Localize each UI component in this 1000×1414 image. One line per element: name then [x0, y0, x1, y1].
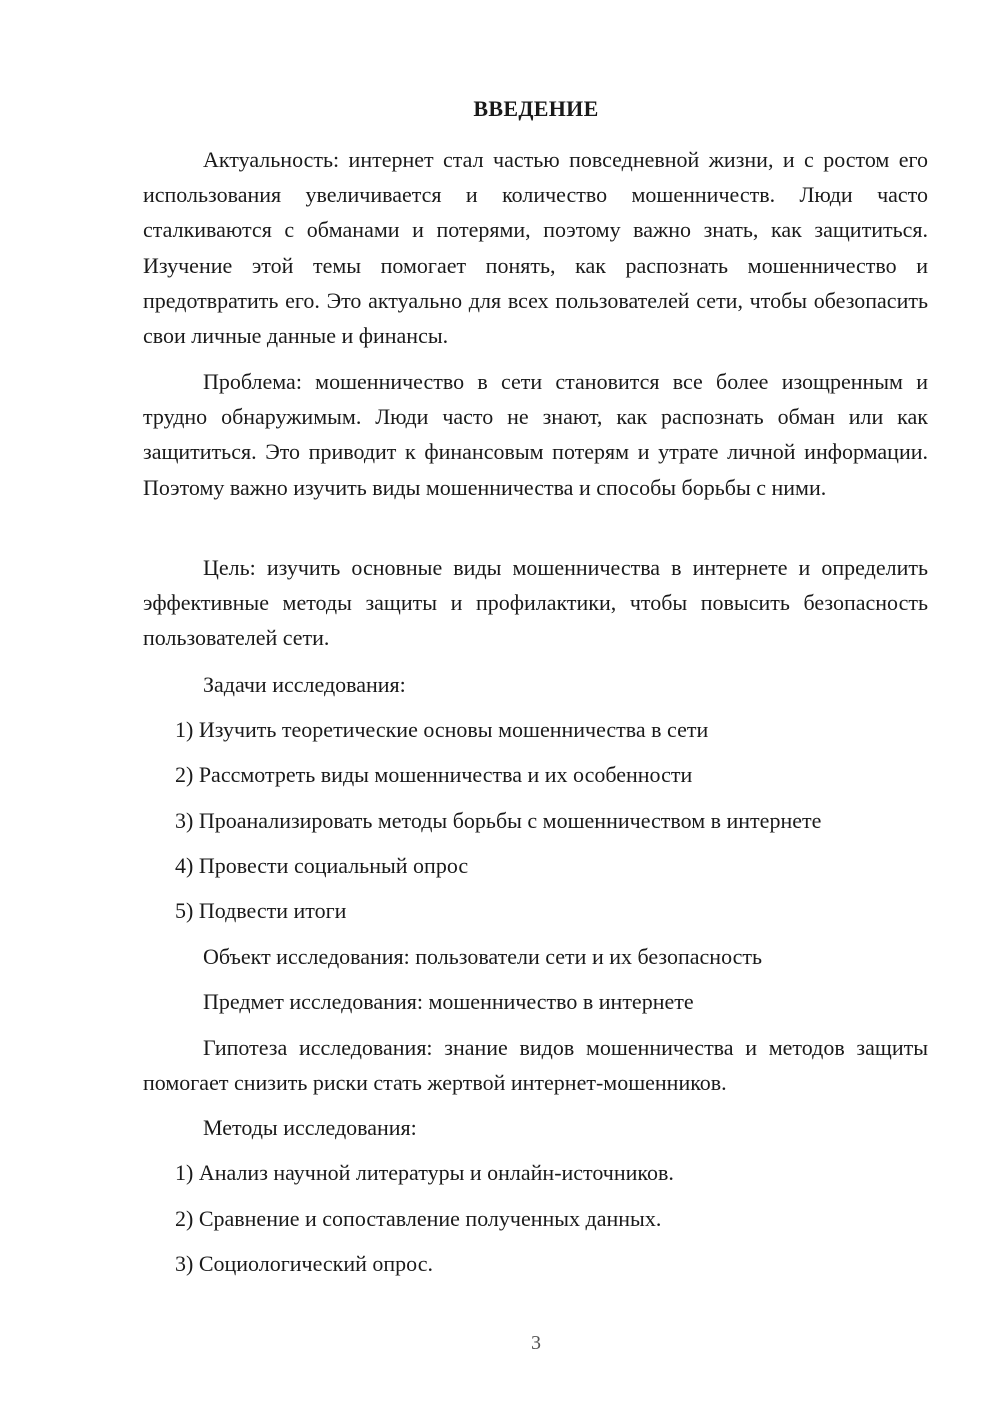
page-number: 3 [531, 1332, 541, 1354]
paragraph-object: Объект исследования: пользователи сети и их безопасность [203, 944, 763, 969]
task-item-4: 4) Провести социальный опрос [175, 853, 469, 878]
paragraph-problem: Проблема: мошенничество в сети становится все более изощренным и трудно обнаружимым. Люди часто не знают, как распознать обман или как защититься. Это приводит к финансовым потерям и утрате личной информации. Поэтому важно изучить виды мошенничества и способы борьбы с ними. [143, 369, 928, 500]
method-item-3: 3) Социологический опрос. [175, 1251, 433, 1276]
task-item-1: 1) Изучить теоретические основы мошенничества в сети [175, 717, 709, 742]
task-item-2: 2) Рассмотреть виды мошенничества и их особенности [175, 762, 693, 787]
paragraph-subject: Предмет исследования: мошенничество в интернете [203, 989, 694, 1014]
methods-heading: Методы исследования: [203, 1115, 417, 1140]
tasks-heading: Задачи исследования: [203, 672, 406, 697]
page-title: ВВЕДЕНИЕ [473, 96, 599, 121]
paragraph-relevance: Актуальность: интернет стал частью повседневной жизни, и с ростом его использования увеличивается и количество мошенничеств. Люди часто сталкиваются с обманами и потерями, поэтому важно знать, как защититься. Изучение этой темы помогает понять, как распознать мошенничество и предотвратить его. Это актуально для всех пользователей сети, чтобы обезопасить свои личные данные и финансы. [143, 147, 928, 349]
task-item-3: 3) Проанализировать методы борьбы с мошенничеством в интернете [175, 808, 822, 833]
method-item-1: 1) Анализ научной литературы и онлайн-источников. [175, 1160, 674, 1185]
method-item-2: 2) Сравнение и сопоставление полученных данных. [175, 1206, 662, 1231]
task-item-5: 5) Подвести итоги [175, 898, 347, 923]
paragraph-goal: Цель: изучить основные виды мошенничества в интернете и определить эффективные методы защиты и профилактики, чтобы повысить безопасность пользователей сети. [143, 555, 928, 651]
paragraph-hypothesis: Гипотеза исследования: знание видов мошенничества и методов защиты помогает снизить риски стать жертвой интернет-мошенников. [143, 1035, 928, 1096]
